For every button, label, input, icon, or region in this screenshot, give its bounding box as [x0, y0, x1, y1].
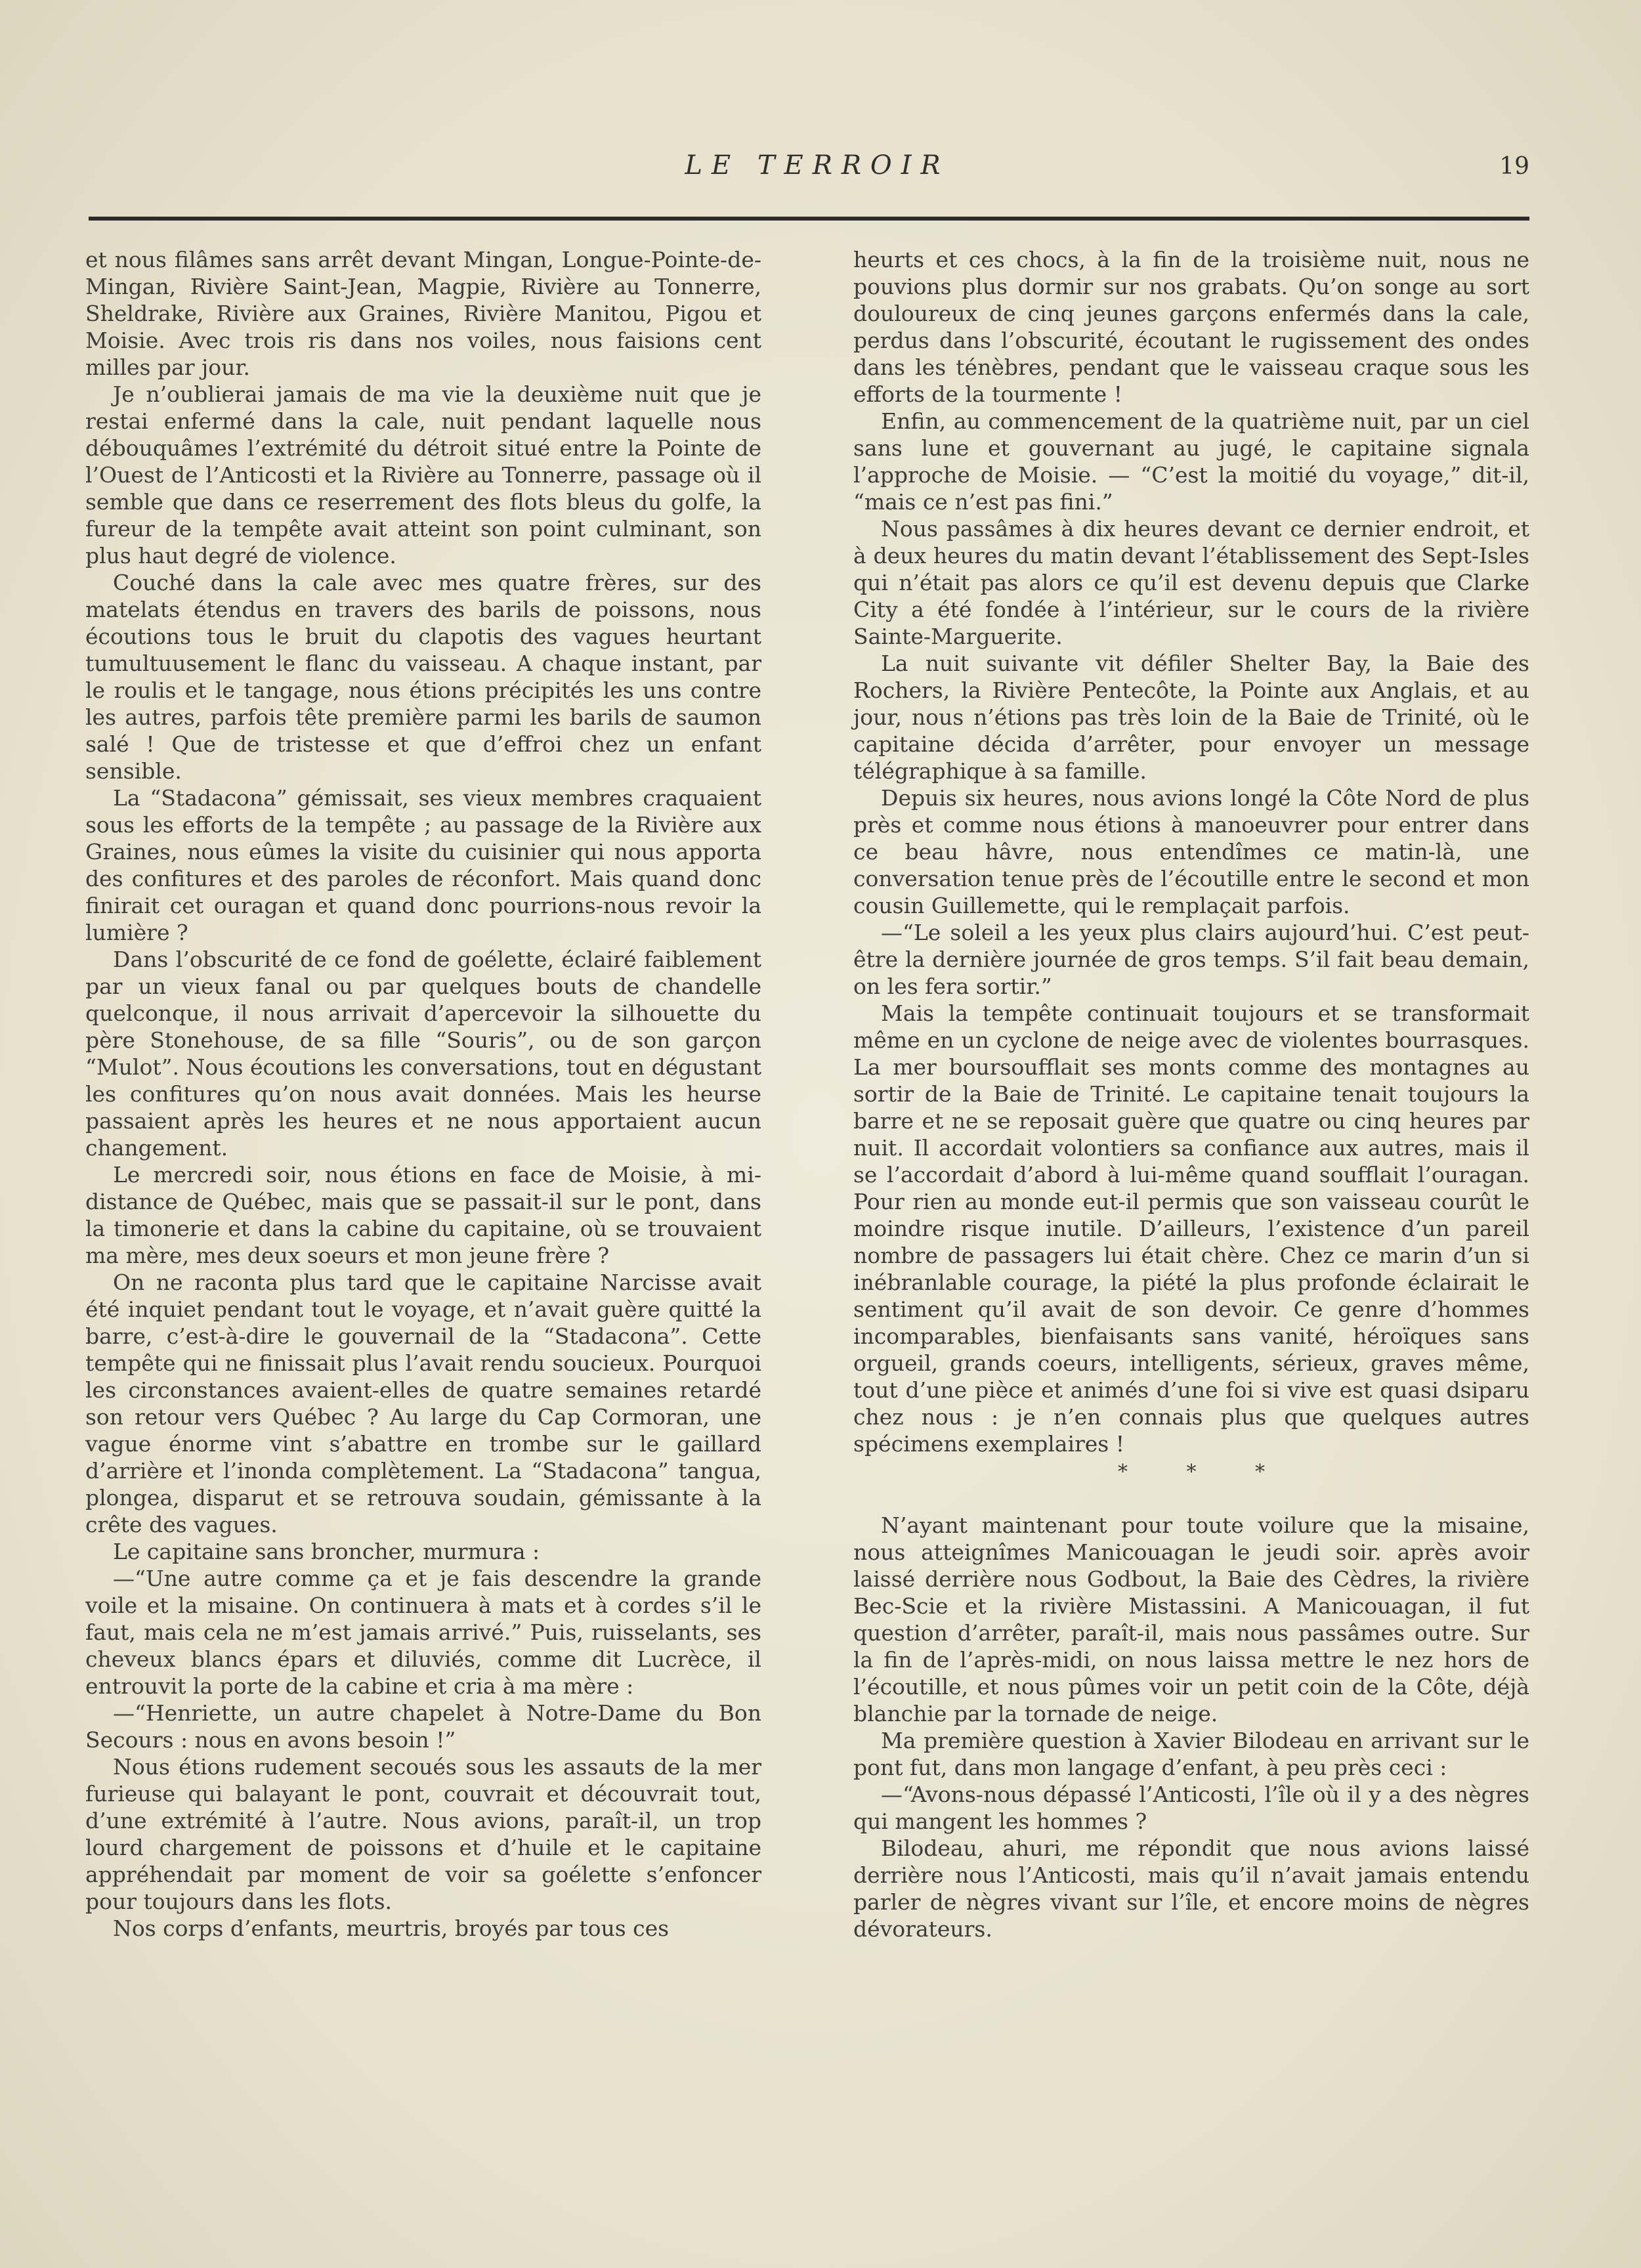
paragraph: N’ayant maintenant pour toute voilure que la misaine, nous atteignîmes Manicouagan le jeudi soir. après avoir laissé derrière nous Godbout, la Baie des Cèdres, la rivière Bec-Scie et la rivière Mistassini. A Manicouagan, il fut question d’arrêter, paraît-il, mais nous passâmes outre. Sur la fin de l’après-midi, on nous laissa mettre le nez hors de l’écoutille, et nous pûmes voir un petit coin de la Côte, déjà blanchie par la tornade de neige.: [853, 1512, 1529, 1726]
paragraph: —“Henriette, un autre chapelet à Notre-Dame du Bon Secours : nous en avons besoin !”: [85, 1700, 761, 1753]
paragraph: Dans l’obscurité de ce fond de goélette, éclairé faiblement par un vieux fanal ou par quelques bouts de chandelle quelconque, il nous arrivait d’apercevoir la silhouette du père Stonehouse, de sa fille “Souris”, ou de son garçon “Mulot”. Nous écoutions les conversations, tout en dégustant les confitures qu’on nous avait données. Mais les heurse passaient après les heures et ne nous apportaient aucun changement.: [85, 947, 761, 1161]
paragraph: Nous étions rudement secoués sous les assauts de la mer furieuse qui balayant le pont, couvrait et découvrait tout, d’une extrémité à l’autre. Nous avions, paraît-il, un trop lourd chargement de poissons et d’huile et le capitaine appréhendait par moment de voir sa goélette s’enfoncer pour toujours dans les flots.: [85, 1754, 761, 1914]
paragraph: Le capitaine sans broncher, murmura :: [113, 1539, 540, 1564]
paragraph: On ne raconta plus tard que le capitaine Narcisse avait été inquiet pendant tout le voyage, et n’avait guère quitté la barre, c’est-à-dire le gouvernail de la “Stadacona”. Cette tempête qui ne finissait plus l’avait rendu soucieux. Pourquoi les circonstances avaient-elles de quatre semaines retardé son retour vers Québec ? Au large du Cap Cormoran, une vague énorme vint s’abattre en trombe sur le gaillard d’arrière et l’inonda complètement. La “Stadacona” tangua, plongea, disparut et se retrouva soudain, gémissante à la crête des vagues.: [85, 1270, 761, 1537]
paragraph: Nous passâmes à dix heures devant ce dernier endroit, et à deux heures du matin devant l’établissement des Sept-Isles qui n’était pas alors ce qu’il est devenu depuis que Clarke City a été fondée à l’intérieur, sur le cours de la rivière Sainte-Marguerite.: [853, 516, 1529, 649]
paragraph: Ma première question à Xavier Bilodeau en arrivant sur le pont fut, dans mon langage d’enfant, à peu près ceci :: [853, 1728, 1529, 1780]
page-header: [92, 148, 1543, 187]
paragraph: Je n’oublierai jamais de ma vie la deuxième nuit que je restai enfermé dans la cale, nuit pendant laquelle nous débouquâmes l’extrémité du détroit situé entre la Pointe de l’Ouest de l’Anticosti et la Rivière au Tonnerre, passage où il semble que dans ce reserrement des flots bleus du golfe, la fureur de la tempête avait atteint son point culminant, son plus haut degré de violence.: [85, 381, 761, 568]
paragraph: Depuis six heures, nous avions longé la Côte Nord de plus près et comme nous étions à manoeuvrer pour entrer dans ce beau hâvre, nous entendîmes ce matin-là, une conversation tenue près de l’écoutille entre le second et mon cousin Guillemette, qui le remplaçait parfois.: [853, 785, 1529, 918]
paragraph: Mais la tempête continuait toujours et se transformait même en un cyclone de neige avec de violentes bourrasques. La mer boursoufflait ses monts comme des montagnes au sortir de la Baie de Trinité. Le capitaine tenait toujours la barre et ne se reposait guère que quatre ou cinq heures par nuit. Il accordait volontiers sa confiance aux autres, mais il se l’accordait d’abord à lui-même quand soufflait l’ouragan. Pour rien au monde eut-il permis que son vaisseau courût le moindre risque inutile. D’ailleurs, l’existence d’un pareil nombre de passagers lui était chère. Chez ce marin d’un si inébranlable courage, la piété la plus profonde éclairait le sentiment qu’il avait de son devoir. Ce genre d’hommes incomparables, bienfaisants sans vanité, héroïques sans orgueil, grands coeurs, intelligents, sérieux, graves même, tout d’une pièce et animés d’une foi si vive est quasi dsiparu chez nous : je n’en connais plus que quelques autres spécimens exemplaires !: [853, 1000, 1529, 1457]
paragraph: La nuit suivante vit défiler Shelter Bay, la Baie des Rochers, la Rivière Pentecôte, la Pointe aux Anglais, et au jour, nous n’étions pas très loin de la Baie de Trinité, où le capitaine décida d’arrêter, pour envoyer un message télégraphique à sa famille.: [853, 651, 1529, 784]
paragraph: Bilodeau, ahuri, me répondit que nous avions laissé derrière nous l’Anticosti, mais qu’il n’avait jamais entendu parler de nègres vivant sur l’île, et encore moins de nègres dévorateurs.: [853, 1835, 1529, 1942]
header-rule: [89, 217, 1529, 221]
paragraph: Le mercredi soir, nous étions en face de Moisie, à mi-distance de Québec, mais que se passait-il sur le pont, dans la timonerie et dans la cabine du capitaine, où se trouvaient ma mère, mes deux soeurs et mon jeune frère ?: [85, 1162, 761, 1268]
paragraph: heurts et ces chocs, à la fin de la troisième nuit, nous ne pouvions plus dormir sur nos grabats. Qu’on songe au sort douloureux de cinq jeunes garçons enfermés dans la cale, perdus dans l’obscurité, écoutant le rugissement des ondes dans les ténèbres, pendant que le vaisseau craque sous les efforts de la tourmente !: [853, 247, 1529, 407]
paragraph: —“Avons-nous dépassé l’Anticosti, l’île où il y a des nègres qui mangent les hommes ?: [853, 1782, 1529, 1834]
paragraph: —“Une autre comme ça et je fais descendre la grande voile et la misaine. On continuera à mats et à cordes s’il le faut, mais cela ne m’est jamais arrivé.” Puis, ruisselants, ses cheveux blancs épars et diluviés, comme dit Lucrèce, il entrouvit la porte de la cabine et cria à ma mère :: [85, 1566, 761, 1699]
paragraph: Enfin, au commencement de la quatrième nuit, par un ciel sans lune et gouvernant au jugé, le capitaine signala l’approche de Moisie. — “C’est la moitié du voyage,” dit-il, “mais ce n’est pas fini.”: [853, 408, 1529, 515]
paragraph: Couché dans la cale avec mes quatre frères, sur des matelats étendus en travers des barils de poissons, nous écoutions tous le bruit du clapotis des vagues heurtant tumultuusement le flanc du vaisseau. A chaque instant, par le roulis et le tangage, nous étions précipités les uns contre les autres, parfois tête première parmi les barils de saumon salé ! Que de tristesse et que d’effroi chez un enfant sensible.: [85, 570, 761, 784]
running-title: LE TERROIR: [685, 150, 950, 181]
paragraph: et nous filâmes sans arrêt devant Mingan, Longue-Pointe-de-Mingan, Rivière Saint-Jean, Magpie, Rivière au Tonnerre, Sheldrake, Rivière aux Graines, Rivière Manitou, Pigou et Moisie. Avec trois ris dans nos voiles, nous faisions cent milles par jour.: [85, 247, 761, 380]
paragraph: La “Stadacona” gémissait, ses vieux membres craquaient sous les efforts de la tempête ; au passage de la Rivière aux Graines, nous eûmes la visite du cuisinier qui nous apporta des confitures et des paroles de réconfort. Mais quand donc finirait cet ouragan et quand donc pourrions-nous revoir la lumière ?: [85, 785, 761, 945]
left-column: [85, 246, 761, 1942]
right-column: [853, 246, 1529, 1942]
page-number: 19: [1499, 153, 1529, 180]
paragraph: Nos corps d’enfants, meurtris, broyés par tous ces: [113, 1915, 670, 1941]
section-break: * * *: [1117, 1461, 1292, 1484]
paragraph: —“Le soleil a les yeux plus clairs aujourd’hui. C’est peut-être la dernière journée de gros temps. S’il fait beau demain, on les fera sortir.”: [853, 920, 1529, 999]
